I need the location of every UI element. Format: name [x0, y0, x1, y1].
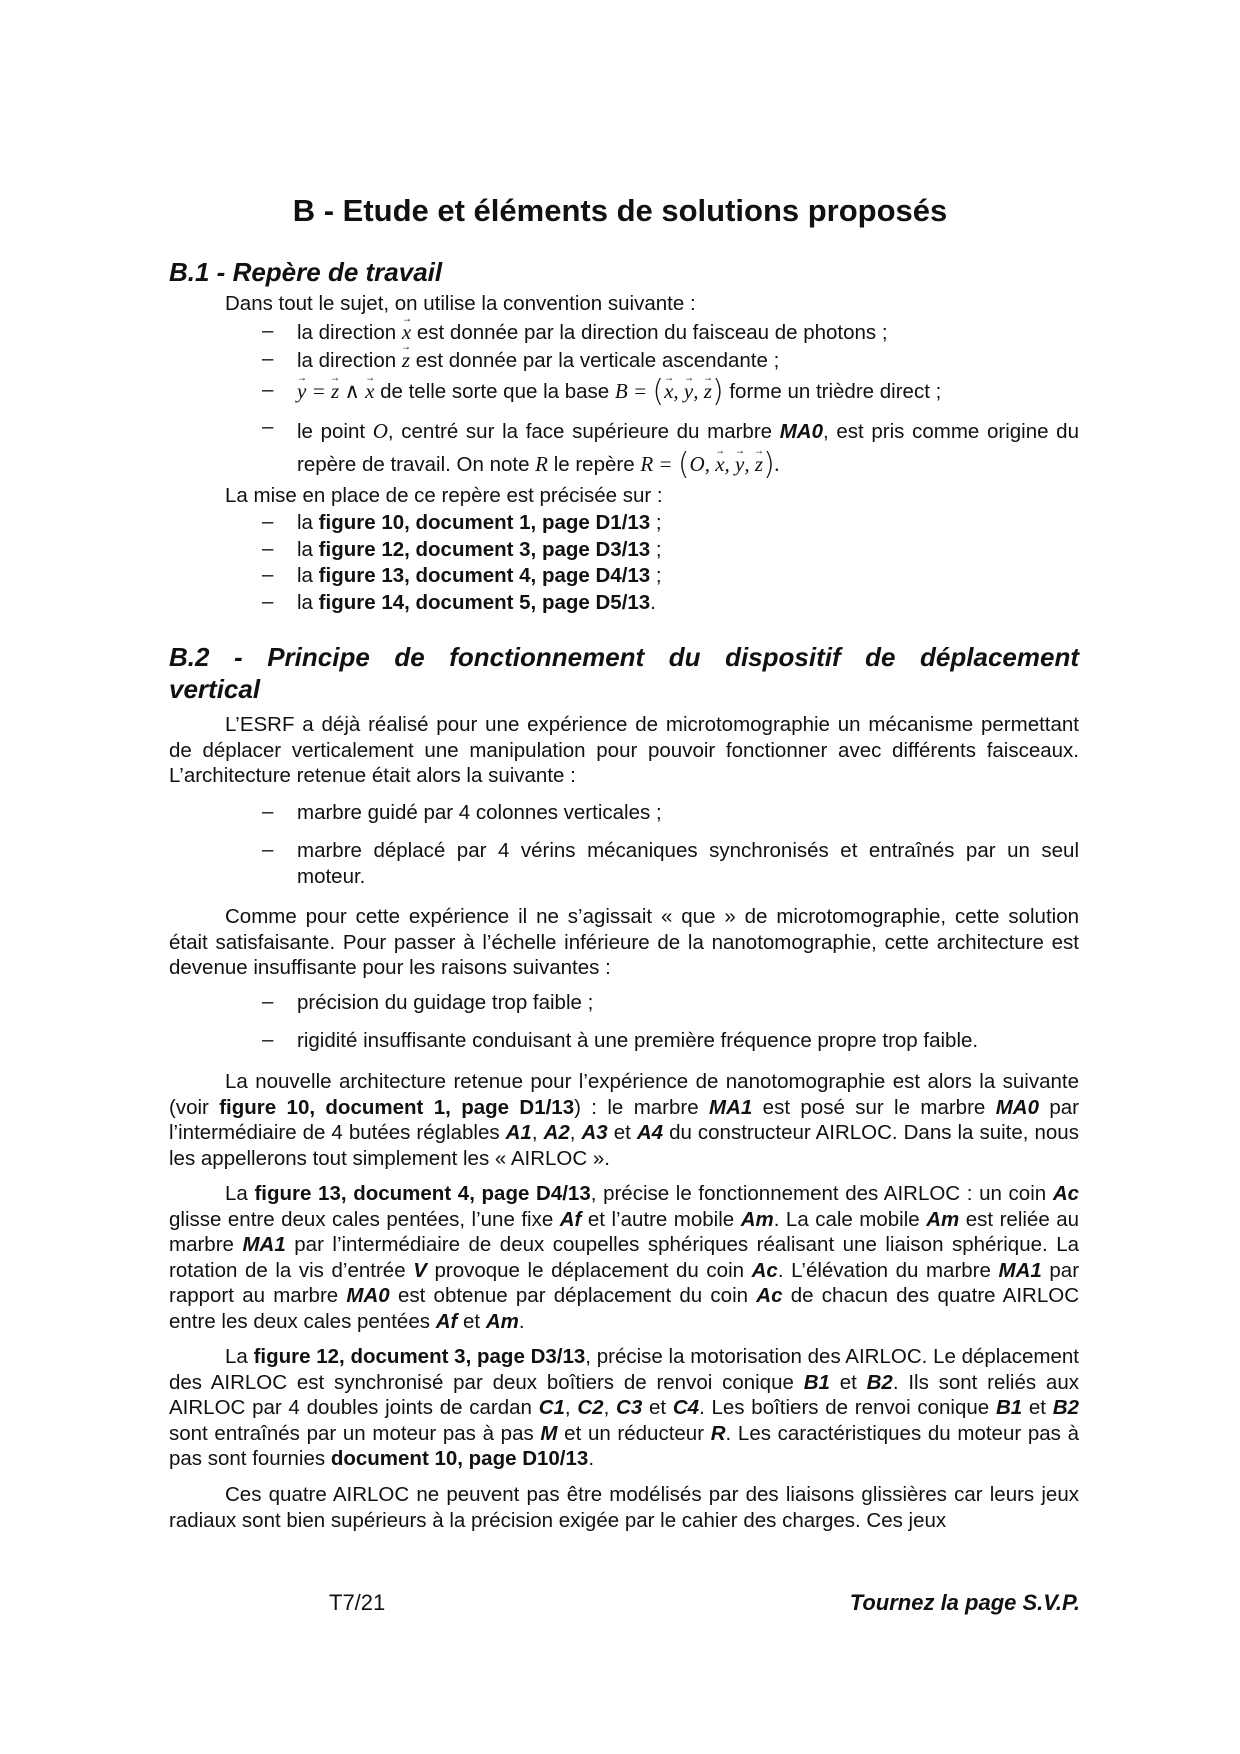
b2-list2-item: rigidité insuffisante conduisant à une première fréquence propre trop faible.	[297, 1029, 979, 1052]
section-b1-heading: B.1 - Repère de travail	[169, 257, 443, 287]
b1-intro: Dans tout le sujet, on utilise la convention suivante :	[225, 292, 696, 315]
list-dash: –	[262, 838, 274, 861]
b1-item-origin: le point O, centré sur la face supérieure du marbre MA0, est pris comme origine du repère de travail. On note R le repère R = (O, → x, → y, → z).	[297, 415, 1079, 481]
b2-paragraph-2: Comme pour cette expérience il ne s’agissait « que » de microtomographie, cette solution était satisfaisante. Pour passer à l’échelle inférieure de la nanotomographie, cette architecture est devenue insuffisante pour les raisons suivantes :	[169, 905, 1079, 979]
list-dash: –	[262, 347, 274, 370]
page-title: B - Etude et éléments de solutions proposés	[292, 193, 948, 228]
list-dash: –	[262, 378, 274, 401]
b2-list1-item: marbre déplacé par 4 vérins mécaniques synchronisés et entraînés par un seul moteur.	[297, 839, 1079, 888]
list-dash: –	[262, 415, 274, 438]
section-b2-heading: B.2 - Principe de fonctionnement du dispositif de déplacement vertical	[169, 642, 1079, 704]
b1-placement-intro: La mise en place de ce repère est précisée sur :	[225, 484, 663, 507]
b1-item-y: → y = → z ∧ → x de telle sorte que la base B = (→ x, → y, → z) forme un trièdre direct ;	[297, 378, 1079, 405]
b1-ref-item: la figure 14, document 5, page D5/13.	[297, 591, 656, 614]
list-dash: –	[262, 990, 274, 1013]
b2-paragraph-6: Ces quatre AIRLOC ne peuvent pas être modélisés par des liaisons glissières car leurs jeux radiaux sont bien supérieurs à la précision exigée par le cahier des charges. Ces jeux	[169, 1483, 1079, 1532]
b2-paragraph-1: L’ESRF a déjà réalisé pour une expérience de microtomographie un mécanisme permettant de déplacer verticalement une manipulation pour pouvoir fonctionner avec différents faisceaux. L’architecture retenue était alors la suivante :	[169, 713, 1079, 787]
list-dash: –	[262, 800, 274, 823]
b2-paragraph-4: La figure 13, document 4, page D4/13, précise le fonctionnement des AIRLOC : un coin Ac glisse entre deux cales pentées, l’une fixe Af et l’autre mobile Am. La cale mobile Am est reliée au marbre MA1 par l’intermédiaire de deux coupelles sphériques réalisant une liaison sphérique. La rotation de la vis d’entrée V provoque le déplacement du coin Ac. L’élévation du marbre MA1 par rapport au marbre MA0 est obtenue par déplacement du coin Ac de chacun des quatre AIRLOC entre les deux cales pentées Af et Am.	[169, 1182, 1080, 1333]
b1-ref-item: la figure 12, document 3, page D3/13 ;	[297, 538, 662, 561]
list-dash: –	[262, 563, 274, 586]
list-dash: –	[262, 590, 274, 613]
b2-paragraph-5: La figure 12, document 3, page D3/13, précise la motorisation des AIRLOC. Le déplacement des AIRLOC est synchronisé par deux boîtiers de renvoi conique B1 et B2. Ils sont reliés aux AIRLOC par 4 doubles joints de cardan C1, C2, C3 et C4. Les boîtiers de renvoi conique B1 et B2 sont entraînés par un moteur pas à pas M et un réducteur R. Les caractéristiques du moteur pas à pas sont fournies document 10, page D10/13.	[169, 1345, 1079, 1470]
list-dash: –	[262, 537, 274, 560]
page-number: T7/21	[329, 1590, 386, 1615]
turn-page-note: Tournez la page S.V.P.	[849, 1590, 1080, 1615]
list-dash: –	[262, 1028, 274, 1051]
b2-list2-item: précision du guidage trop faible ;	[297, 991, 594, 1014]
b2-paragraph-3: La nouvelle architecture retenue pour l’expérience de nanotomographie est alors la suivante (voir figure 10, document 1, page D1/13) : le marbre MA1 est posé sur le marbre MA0 par l’intermédiaire de 4 butées réglables A1, A2, A3 et A4 du constructeur AIRLOC. Dans la suite, nous les appellerons tout simplement les « AIRLOC ».	[169, 1070, 1079, 1170]
b1-item-z: la direction → z est donnée par la verticale ascendante ;	[297, 347, 1079, 374]
list-dash: –	[262, 319, 274, 342]
list-dash: –	[262, 510, 274, 533]
b1-ref-item: la figure 10, document 1, page D1/13 ;	[297, 511, 662, 534]
b1-item-x: la direction → x est donnée par la direction du faisceau de photons ;	[297, 319, 1079, 346]
b2-list1-item: marbre guidé par 4 colonnes verticales ;	[297, 801, 662, 824]
b1-ref-item: la figure 13, document 4, page D4/13 ;	[297, 564, 662, 587]
